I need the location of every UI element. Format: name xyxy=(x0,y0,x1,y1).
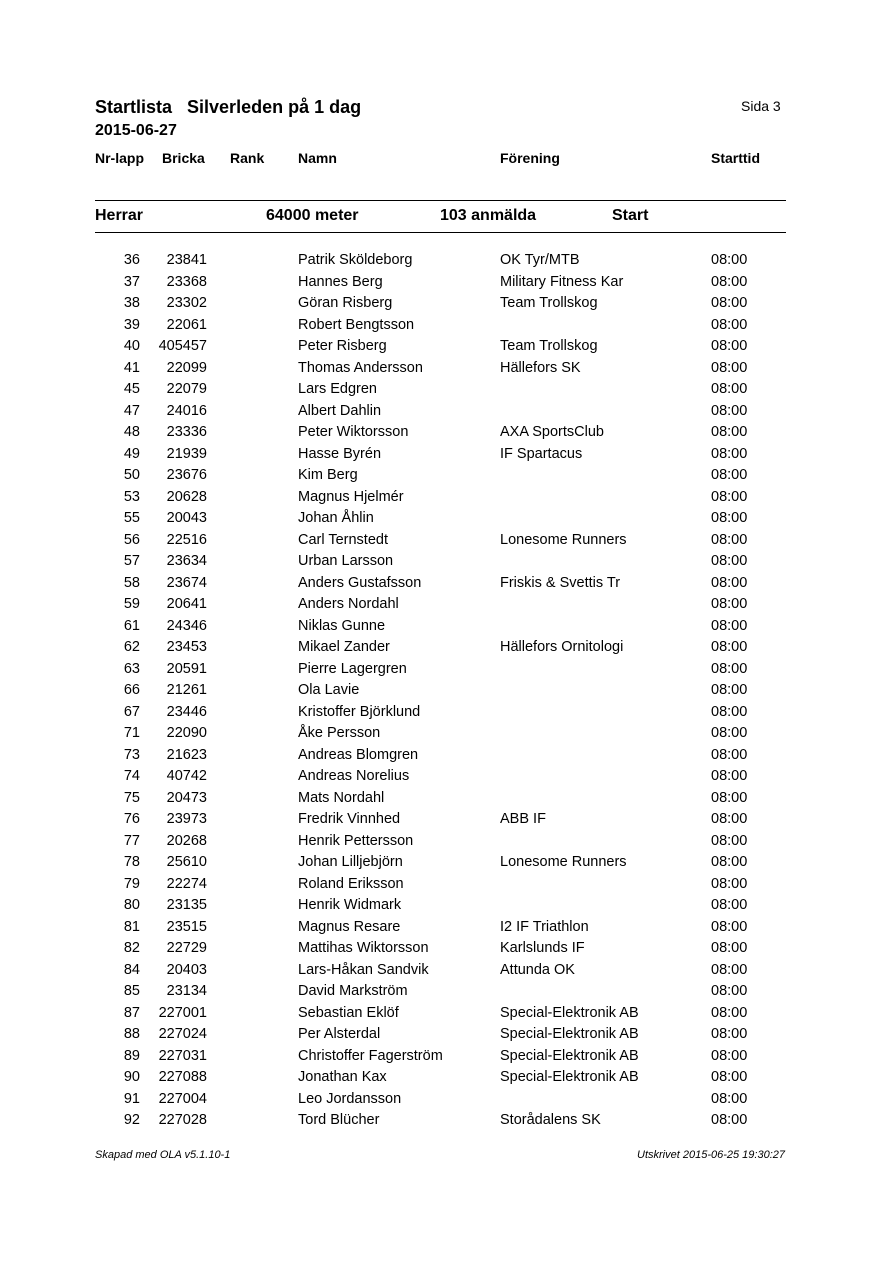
list-item xyxy=(0,1003,880,1025)
card-number: 23973 xyxy=(166,811,207,827)
runner-name: Niklas Gunne xyxy=(298,617,386,634)
bib-number: 78 xyxy=(123,854,140,870)
club-name: Military Fitness Kar xyxy=(500,273,624,290)
list-item xyxy=(0,723,880,745)
runner-name: Tord Blücher xyxy=(298,1112,380,1128)
card-number: 23676 xyxy=(166,467,207,483)
runner-name: Lars-Håkan Sandvik xyxy=(298,961,429,978)
start-time: 08:00 xyxy=(711,983,748,999)
club-name: Team Trollskog xyxy=(500,338,598,354)
list-item xyxy=(0,272,880,294)
bib-number: 47 xyxy=(123,402,140,419)
created-with-note: Skapad med OLA v5.1.10-1 xyxy=(95,1149,231,1161)
runner-name: Kristoffer Björklund xyxy=(298,703,421,720)
bib-number: 61 xyxy=(123,617,140,634)
list-item xyxy=(0,444,880,466)
list-item xyxy=(0,358,880,380)
list-item xyxy=(0,659,880,681)
card-number: 23515 xyxy=(166,918,207,935)
card-number: 22729 xyxy=(166,940,207,956)
bib-number: 88 xyxy=(123,1026,140,1042)
card-number: 23674 xyxy=(166,574,207,591)
list-item xyxy=(0,315,880,337)
club-name: I2 IF Triathlon xyxy=(500,918,589,935)
card-number: 22061 xyxy=(166,316,207,333)
start-time: 08:00 xyxy=(711,1047,748,1064)
list-item xyxy=(0,530,880,552)
club-name: AXA SportsClub xyxy=(500,424,604,440)
runner-name: Mattihas Wiktorsson xyxy=(298,940,429,956)
runner-name: Henrik Widmark xyxy=(298,897,402,913)
start-time: 08:00 xyxy=(711,467,748,483)
bib-number: 74 xyxy=(123,768,140,784)
start-time: 08:00 xyxy=(711,252,748,268)
start-time: 08:00 xyxy=(711,316,748,333)
list-item xyxy=(0,508,880,530)
club-name: ABB IF xyxy=(500,811,546,827)
bib-number: 75 xyxy=(123,789,140,806)
runner-name: Sebastian Eklöf xyxy=(298,1004,399,1021)
bib-number: 63 xyxy=(123,660,140,677)
start-time: 08:00 xyxy=(711,381,748,397)
start-time: 08:00 xyxy=(711,531,748,548)
bib-number: 80 xyxy=(123,897,140,913)
bib-number: 41 xyxy=(123,359,140,376)
list-item xyxy=(0,788,880,810)
list-item xyxy=(0,702,880,724)
card-number: 40742 xyxy=(166,768,207,784)
bib-number: 91 xyxy=(123,1090,140,1107)
start-time: 08:00 xyxy=(711,488,748,505)
card-number: 20268 xyxy=(166,832,207,849)
bib-number: 45 xyxy=(123,381,140,397)
column-header-bib: Nr-lapp xyxy=(95,150,144,166)
start-time: 08:00 xyxy=(711,1069,748,1085)
card-number: 21261 xyxy=(166,682,207,698)
start-time: 08:00 xyxy=(711,1026,748,1042)
card-number: 23135 xyxy=(166,897,207,913)
list-item xyxy=(0,1046,880,1068)
list-item xyxy=(0,745,880,767)
list-item xyxy=(0,1024,880,1046)
club-name: Friskis & Svettis Tr xyxy=(500,574,621,591)
bib-number: 66 xyxy=(123,682,140,698)
card-number: 227028 xyxy=(158,1112,207,1128)
bib-number: 40 xyxy=(123,338,140,354)
start-time: 08:00 xyxy=(711,338,748,354)
runner-name: Henrik Pettersson xyxy=(298,832,414,849)
start-time: 08:00 xyxy=(711,961,748,978)
start-time: 08:00 xyxy=(711,359,748,376)
column-header-card: Bricka xyxy=(162,150,205,166)
card-number: 25610 xyxy=(166,854,207,870)
club-name: Team Trollskog xyxy=(500,295,598,311)
start-time: 08:00 xyxy=(711,574,748,591)
bib-number: 87 xyxy=(123,1004,140,1021)
club-name: OK Tyr/MTB xyxy=(500,252,580,268)
runner-name: Thomas Andersson xyxy=(298,359,423,376)
card-number: 227004 xyxy=(158,1090,207,1107)
column-header-start: Starttid xyxy=(711,150,760,166)
bib-number: 76 xyxy=(123,811,140,827)
class-entry-count: 103 anmälda xyxy=(440,207,537,224)
list-item xyxy=(0,1067,880,1089)
bib-number: 71 xyxy=(123,725,140,741)
runner-name: Albert Dahlin xyxy=(298,402,382,419)
club-name: Attunda OK xyxy=(500,961,575,978)
runner-name: Carl Ternstedt xyxy=(298,531,388,548)
class-start: Start xyxy=(612,207,649,224)
list-item xyxy=(0,422,880,444)
runner-name: Johan Åhlin xyxy=(298,510,374,526)
page-title: Startlista Silverleden på 1 dag xyxy=(95,97,362,117)
card-number: 23336 xyxy=(166,424,207,440)
runner-name: David Markström xyxy=(298,983,408,999)
start-time: 08:00 xyxy=(711,854,748,870)
runner-name: Roland Eriksson xyxy=(298,875,404,892)
bib-number: 59 xyxy=(123,596,140,612)
header-rule-bottom xyxy=(95,232,786,233)
bib-number: 90 xyxy=(123,1069,140,1085)
list-item xyxy=(0,465,880,487)
list-item xyxy=(0,852,880,874)
card-number: 23453 xyxy=(166,639,207,655)
bib-number: 58 xyxy=(123,574,140,591)
bib-number: 73 xyxy=(123,746,140,763)
start-time: 08:00 xyxy=(711,553,748,569)
club-name: Special-Elektronik AB xyxy=(500,1026,639,1042)
runner-name: Jonathan Kax xyxy=(298,1069,387,1085)
list-item xyxy=(0,938,880,960)
bib-number: 92 xyxy=(123,1112,140,1128)
bib-number: 82 xyxy=(123,940,140,956)
runner-name: Fredrik Vinnhed xyxy=(298,811,401,827)
event-date: 2015-06-27 xyxy=(95,122,177,139)
bib-number: 49 xyxy=(123,445,140,462)
card-number: 227001 xyxy=(158,1004,207,1021)
start-time: 08:00 xyxy=(711,424,748,440)
list-item xyxy=(0,594,880,616)
card-number: 227088 xyxy=(158,1069,207,1085)
start-time: 08:00 xyxy=(711,660,748,677)
list-item xyxy=(0,551,880,573)
start-time: 08:00 xyxy=(711,596,748,612)
card-number: 22099 xyxy=(166,359,207,376)
list-item xyxy=(0,680,880,702)
club-name: Karlslunds IF xyxy=(500,940,585,956)
bib-number: 53 xyxy=(123,488,140,505)
runner-name: Christoffer Fagerström xyxy=(298,1047,443,1064)
page-number: Sida 3 xyxy=(741,98,781,114)
list-item xyxy=(0,766,880,788)
bib-number: 57 xyxy=(123,553,140,569)
bib-number: 62 xyxy=(123,639,140,655)
card-number: 23446 xyxy=(166,703,207,720)
start-time: 08:00 xyxy=(711,789,748,806)
runner-name: Ola Lavie xyxy=(298,682,360,698)
start-time: 08:00 xyxy=(711,1112,748,1128)
card-number: 23134 xyxy=(166,983,207,999)
list-item xyxy=(0,1110,880,1132)
start-time: 08:00 xyxy=(711,639,748,655)
card-number: 22516 xyxy=(166,531,207,548)
start-time: 08:00 xyxy=(711,875,748,892)
card-number: 21939 xyxy=(166,445,207,462)
start-time: 08:00 xyxy=(711,295,748,311)
list-item xyxy=(0,250,880,272)
list-item xyxy=(0,831,880,853)
runner-name: Robert Bengtsson xyxy=(298,316,415,333)
runner-name: Mats Nordahl xyxy=(298,789,385,806)
runner-name: Johan Lilljebjörn xyxy=(298,854,403,870)
club-name: Hällefors SK xyxy=(500,359,581,376)
bib-number: 84 xyxy=(123,961,140,978)
list-item xyxy=(0,917,880,939)
bib-number: 79 xyxy=(123,875,140,892)
runner-name: Anders Gustafsson xyxy=(298,574,422,591)
list-item xyxy=(0,895,880,917)
bib-number: 39 xyxy=(123,316,140,333)
bib-number: 36 xyxy=(123,252,140,268)
card-number: 22090 xyxy=(166,725,207,741)
list-item xyxy=(0,293,880,315)
card-number: 23841 xyxy=(166,252,207,268)
header-rule-top xyxy=(95,200,786,201)
column-header-rank: Rank xyxy=(230,150,265,166)
start-time: 08:00 xyxy=(711,940,748,956)
card-number: 20591 xyxy=(166,660,207,677)
club-name: Special-Elektronik AB xyxy=(500,1069,639,1085)
runner-name: Göran Risberg xyxy=(298,295,393,311)
class-distance: 64000 meter xyxy=(266,207,359,224)
list-item xyxy=(0,874,880,896)
bib-number: 48 xyxy=(123,424,140,440)
card-number: 22274 xyxy=(166,875,207,892)
bib-number: 38 xyxy=(123,295,140,311)
card-number: 23634 xyxy=(166,553,207,569)
list-item xyxy=(0,616,880,638)
list-item xyxy=(0,487,880,509)
runner-name: Leo Jordansson xyxy=(298,1090,402,1107)
bib-number: 81 xyxy=(123,918,140,935)
list-item xyxy=(0,573,880,595)
start-time: 08:00 xyxy=(711,273,748,290)
card-number: 405457 xyxy=(158,338,207,354)
start-time: 08:00 xyxy=(711,1090,748,1107)
bib-number: 55 xyxy=(123,510,140,526)
runner-name: Mikael Zander xyxy=(298,639,390,655)
bib-number: 50 xyxy=(123,467,140,483)
card-number: 22079 xyxy=(166,381,207,397)
card-number: 24016 xyxy=(166,402,207,419)
list-item xyxy=(0,401,880,423)
start-time: 08:00 xyxy=(711,725,748,741)
bib-number: 89 xyxy=(123,1047,140,1064)
bib-number: 37 xyxy=(123,273,140,290)
start-time: 08:00 xyxy=(711,1004,748,1021)
start-time: 08:00 xyxy=(711,682,748,698)
runner-name: Magnus Resare xyxy=(298,918,401,935)
card-number: 20473 xyxy=(166,789,207,806)
club-name: Hällefors Ornitologi xyxy=(500,639,624,655)
runner-name: Peter Risberg xyxy=(298,338,387,354)
start-time: 08:00 xyxy=(711,703,748,720)
club-name: Special-Elektronik AB xyxy=(500,1004,639,1021)
start-time: 08:00 xyxy=(711,617,748,634)
start-time: 08:00 xyxy=(711,897,748,913)
card-number: 23302 xyxy=(166,295,207,311)
card-number: 21623 xyxy=(166,746,207,763)
bib-number: 85 xyxy=(123,983,140,999)
start-time: 08:00 xyxy=(711,445,748,462)
card-number: 227024 xyxy=(158,1026,207,1042)
list-item xyxy=(0,960,880,982)
runner-name: Andreas Blomgren xyxy=(298,746,419,763)
runner-name: Per Alsterdal xyxy=(298,1026,381,1042)
runner-name: Magnus Hjelmér xyxy=(298,488,404,505)
start-time: 08:00 xyxy=(711,768,748,784)
runner-name: Åke Persson xyxy=(298,725,381,741)
card-number: 20403 xyxy=(166,961,207,978)
printed-timestamp: Utskrivet 2015-06-25 19:30:27 xyxy=(637,1149,785,1161)
start-time: 08:00 xyxy=(711,811,748,827)
runner-name: Anders Nordahl xyxy=(298,596,399,612)
runner-name: Urban Larsson xyxy=(298,553,394,569)
list-item xyxy=(0,637,880,659)
club-name: Special-Elektronik AB xyxy=(500,1047,639,1064)
card-number: 20043 xyxy=(166,510,207,526)
list-item xyxy=(0,1089,880,1111)
list-item xyxy=(0,336,880,358)
card-number: 227031 xyxy=(158,1047,207,1064)
column-header-club: Förening xyxy=(500,150,560,166)
start-time: 08:00 xyxy=(711,402,748,419)
bib-number: 77 xyxy=(123,832,140,849)
runner-name: Peter Wiktorsson xyxy=(298,424,409,440)
club-name: IF Spartacus xyxy=(500,445,583,462)
list-item xyxy=(0,809,880,831)
club-name: Lonesome Runners xyxy=(500,531,627,548)
club-name: Storådalens SK xyxy=(500,1112,601,1128)
card-number: 24346 xyxy=(166,617,207,634)
start-list xyxy=(0,250,880,1132)
runner-name: Andreas Norelius xyxy=(298,768,410,784)
runner-name: Lars Edgren xyxy=(298,381,377,397)
runner-name: Hannes Berg xyxy=(298,273,383,290)
bib-number: 67 xyxy=(123,703,140,720)
card-number: 20628 xyxy=(166,488,207,505)
bib-number: 56 xyxy=(123,531,140,548)
start-time: 08:00 xyxy=(711,832,748,849)
list-item xyxy=(0,981,880,1003)
start-time: 08:00 xyxy=(711,510,748,526)
start-time: 08:00 xyxy=(711,918,748,935)
runner-name: Pierre Lagergren xyxy=(298,660,407,677)
runner-name: Kim Berg xyxy=(298,467,358,483)
runner-name: Hasse Byrén xyxy=(298,445,382,462)
club-name: Lonesome Runners xyxy=(500,854,627,870)
start-time: 08:00 xyxy=(711,746,748,763)
card-number: 20641 xyxy=(166,596,207,612)
list-item xyxy=(0,379,880,401)
column-header-name: Namn xyxy=(298,150,337,166)
class-name: Herrar xyxy=(95,207,144,224)
card-number: 23368 xyxy=(166,273,207,290)
runner-name: Patrik Sköldeborg xyxy=(298,252,413,268)
